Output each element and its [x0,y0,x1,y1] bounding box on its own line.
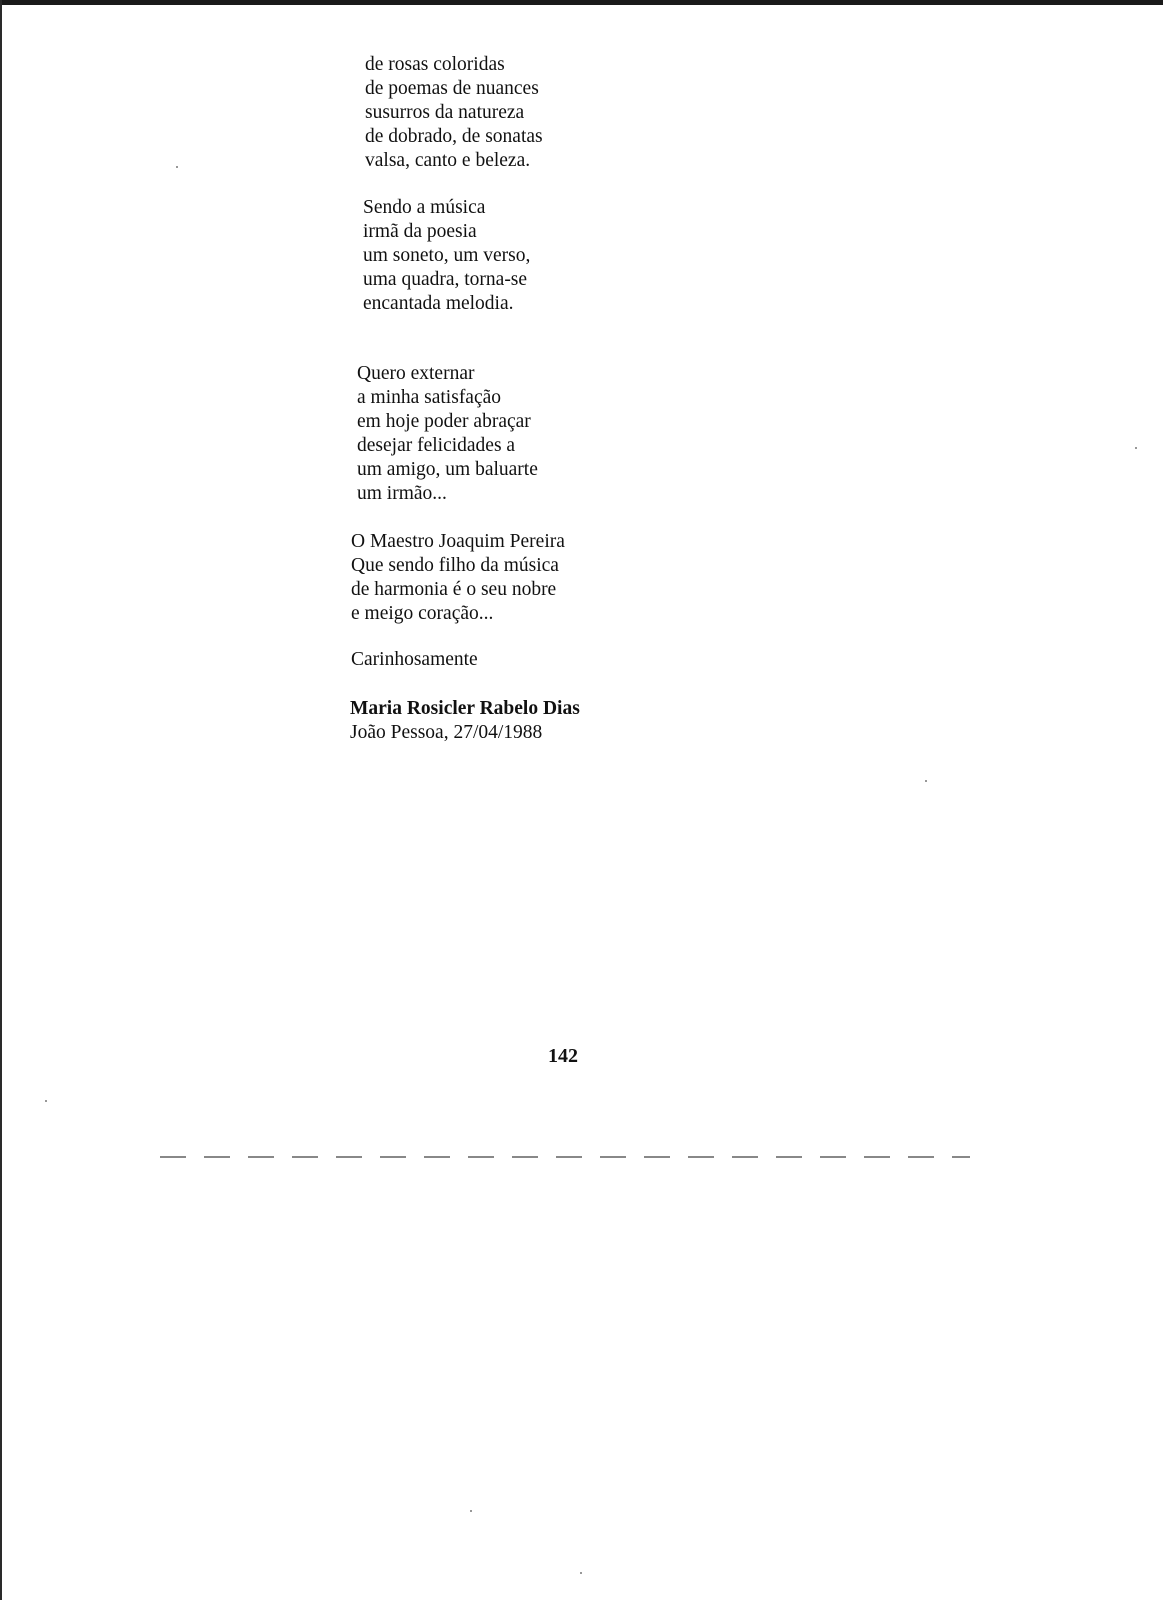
poem-line: e meigo coração... [351,603,494,624]
poem-line: um amigo, um baluarte [357,459,538,480]
poem-line: um soneto, um verso, [363,245,531,266]
scan-speck [470,1510,472,1512]
poem-line: em hoje poder abraçar [357,411,531,432]
author-name: Maria Rosicler Rabelo Dias [350,698,580,719]
stanza-3 [357,362,538,506]
stanza-1 [365,53,543,173]
poem-line: de dobrado, de sonatas [365,126,543,147]
poem-line: de harmonia é o seu nobre [351,579,557,600]
place-and-date: João Pessoa, 27/04/1988 [350,722,543,743]
poem-line: de rosas coloridas [365,54,505,75]
closing-salutation: Carinhosamente [351,649,478,670]
poem-line: um irmão... [357,483,447,504]
stanza-2 [363,196,530,316]
poem-line: uma quadra, torna-se [363,269,528,290]
poem-line: desejar felicidades a [357,435,516,456]
poem-line: Que sendo filho da música [351,555,559,576]
poem-line: a minha satisfação [357,387,502,408]
poem-line: O Maestro Joaquim Pereira [351,531,565,552]
scan-speck [580,1572,582,1574]
scan-dashed-line [160,1156,970,1158]
stanza-4 [351,530,565,626]
scan-speck [45,1100,47,1102]
scan-speck [925,780,927,782]
poem-line: susurros da natureza [365,102,525,123]
poem-line: Quero externar [357,363,475,384]
poem-line: encantada melodia. [363,293,514,314]
poem-line: irmã da poesia [363,221,477,242]
page-number: 142 [548,1045,578,1067]
poem-line: de poemas de nuances [365,78,539,99]
scan-speck [1135,447,1137,449]
poem-line: valsa, canto e beleza. [365,150,531,171]
poem-line: Sendo a música [363,197,486,218]
scan-speck [176,166,178,168]
